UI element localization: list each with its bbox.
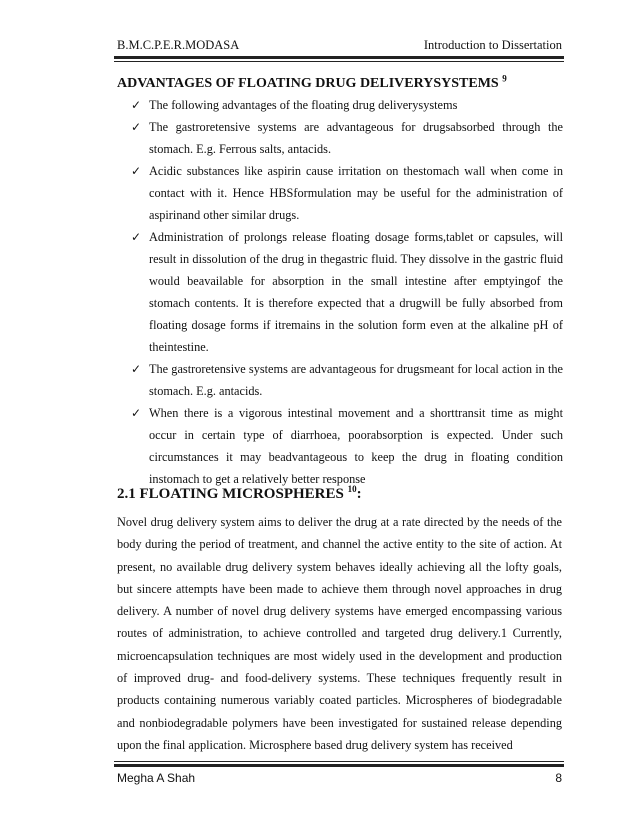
heading-colon: :	[356, 486, 362, 502]
header-institution: B.M.C.P.E.R.MODASA	[117, 38, 240, 52]
list-item-text: When there is a vigorous intestinal movement and a shorttransit time as might occur in certain type of diarrhoea, poorabsorption is expected. Under such circumstances it may beadvantageous to keep the drug in floating condition instomach to get a relatively better response	[149, 406, 563, 486]
footer-author: Megha A Shah	[117, 771, 196, 785]
checkmark-icon: ✓	[131, 120, 142, 134]
header-chapter-title: Introduction to Dissertation	[423, 38, 562, 52]
section-heading-text: ADVANTAGES OF FLOATING DRUG DELIVERYSYSTEMS	[117, 76, 499, 91]
section-heading-advantages	[117, 73, 507, 92]
header-divider	[114, 56, 564, 62]
body-paragraph: Novel drug delivery system aims to deliver the drug at a rate directed by the needs of the body during the period of treatment, and channel the active entity to the site of action. At present, no available drug delivery system behaves ideally achieving all the lofty goals, but sincere attempts have been made to achieve them through novel approaches in drug delivery. A number of novel drug delivery systems have emerged encompassing various routes of administration, to achieve controlled and targeted drug delivery.1 Currently, microencapsulation techniques are most widely used in the development and production of improved drug- and food-delivery systems. These techniques frequently result in products containing numerous variably coated particles. Microspheres of biodegradable and nonbiodegradable polymers have been investigated for sustained release depending upon the final application. Microsphere based drug delivery system has received	[117, 515, 562, 752]
footer-divider	[114, 761, 564, 767]
page-footer	[117, 771, 562, 785]
reference-superscript: 9	[502, 73, 507, 84]
list-item	[131, 402, 563, 490]
section-heading-floating-microspheres	[117, 486, 362, 503]
checkmark-icon: ✓	[131, 406, 142, 420]
list-item-text: The gastroretensive systems are advantageous for drugsabsorbed through the stomach. E.g. Ferrous salts, antacids.	[149, 120, 563, 156]
list-item	[131, 226, 563, 358]
page-number: 8	[555, 771, 562, 785]
list-item-text: Acidic substances like aspirin cause irritation on thestomach wall when come in contact with it. Hence HBSformulation may be useful for the administration of aspirinand other similar drugs.	[149, 164, 563, 222]
checkmark-icon: ✓	[131, 98, 142, 112]
checkmark-icon: ✓	[131, 230, 142, 244]
list-item	[131, 116, 563, 160]
advantages-list	[131, 94, 563, 490]
list-item-text: The gastroretensive systems are advantageous for drugsmeant for local action in the stomach. E.g. antacids.	[149, 362, 563, 398]
list-item-text: The following advantages of the floating drug deliverysystems	[149, 98, 458, 112]
checkmark-icon: ✓	[131, 362, 142, 376]
checkmark-icon: ✓	[131, 164, 142, 178]
reference-superscript: 10	[347, 484, 357, 494]
page-header	[117, 38, 562, 53]
list-item-text: Administration of prolongs release floating dosage forms,tablet or capsules, will result in dissolution of the drug in thegastric fluid. They dissolve in the gastric fluid would beavailable for absorption in the small intestine after emptyingof the stomach contents. It is therefore expected that a drugwill be fully absorbed from floating dosage forms if itremains in the solution form even at the alkaline pH of theintestine.	[149, 230, 563, 354]
list-item	[131, 94, 563, 116]
list-item	[131, 358, 563, 402]
list-item	[131, 160, 563, 226]
section-heading-text: 2.1 FLOATING MICROSPHERES	[117, 486, 344, 502]
